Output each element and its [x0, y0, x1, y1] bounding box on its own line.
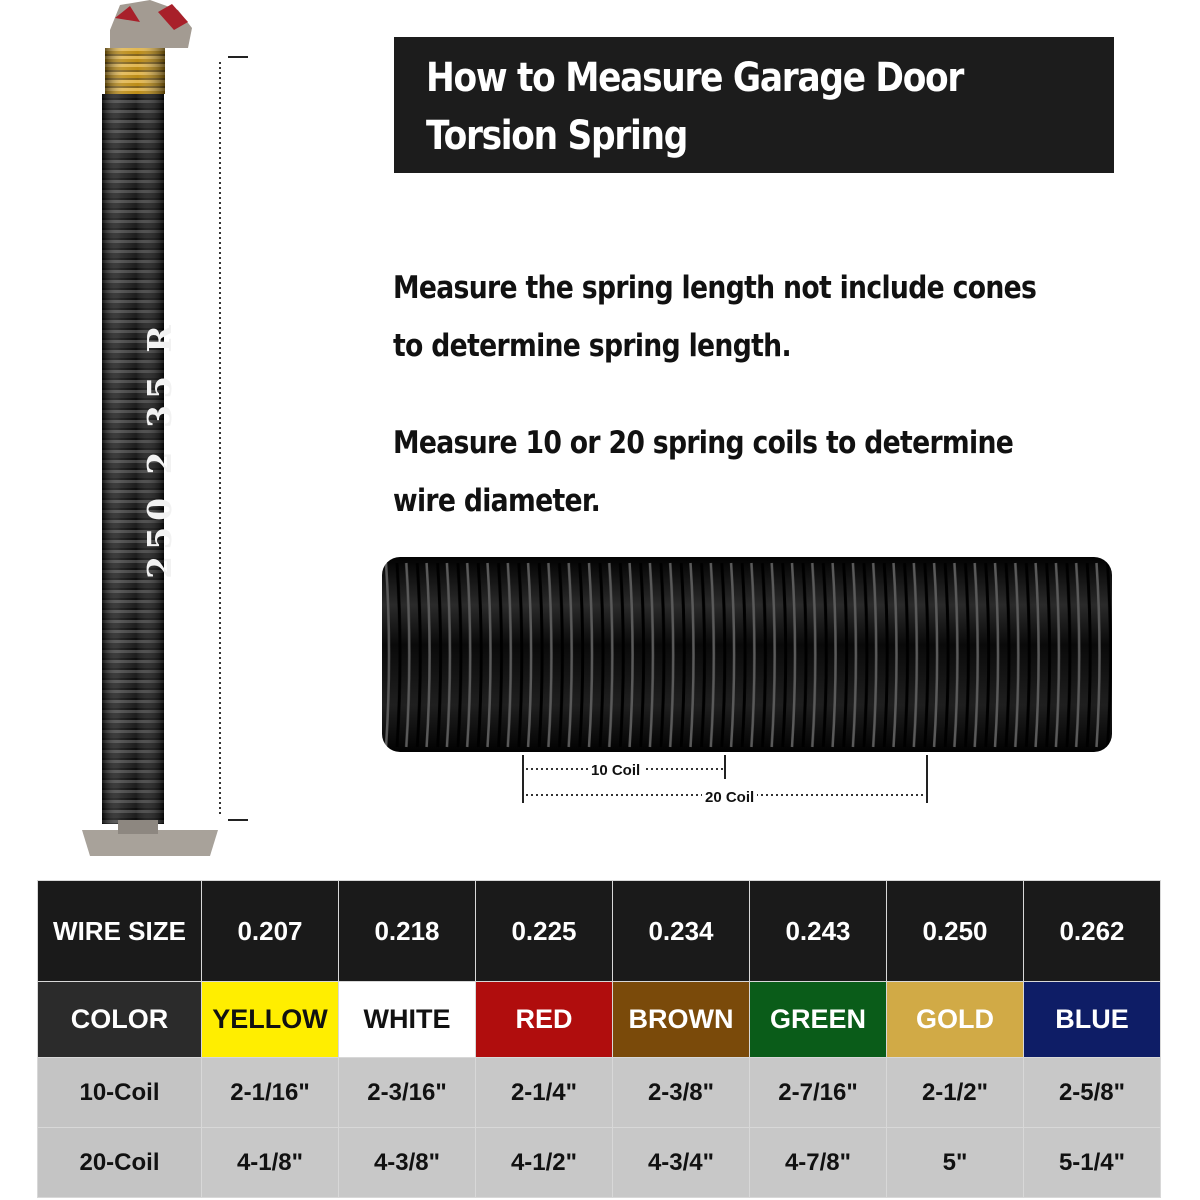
- color-row: [38, 982, 1161, 1058]
- wire-size-cell: 0.207: [202, 881, 339, 982]
- wire-size-header: WIRE SIZE: [38, 881, 202, 982]
- twenty-coil-cell: 4-3/4": [613, 1128, 750, 1198]
- ten-coil-header: 10-Coil: [38, 1058, 202, 1128]
- twenty-coil-cell: 5": [887, 1128, 1024, 1198]
- page-title-line-1: How to Measure Garage Door: [426, 55, 964, 101]
- wire-size-table: [37, 880, 1161, 1198]
- wire-size-cell: 0.262: [1024, 881, 1161, 982]
- twenty-coil-cell: 4-7/8": [750, 1128, 887, 1198]
- instruction-length-line-2: to determine spring length.: [393, 328, 791, 364]
- color-cell: YELLOW: [202, 982, 339, 1058]
- ten-coil-cell: 2-3/8": [613, 1058, 750, 1128]
- page-title-line-2: Torsion Spring: [426, 113, 688, 159]
- wire-size-cell: 0.243: [750, 881, 887, 982]
- color-cell: BROWN: [613, 982, 750, 1058]
- instruction-length-line-1: Measure the spring length not include cones: [393, 270, 1037, 306]
- label-10-coil: 10 Coil: [588, 762, 643, 780]
- twenty-coil-cell: 5-1/4": [1024, 1128, 1161, 1198]
- title-banner: [394, 37, 1114, 173]
- color-header: COLOR: [38, 982, 202, 1058]
- ten-coil-cell: 2-1/4": [476, 1058, 613, 1128]
- ten-coil-cell: 2-3/16": [339, 1058, 476, 1128]
- wire-size-row: [38, 881, 1161, 982]
- coil-closeup-image: [382, 555, 1112, 815]
- color-cell: RED: [476, 982, 613, 1058]
- ten-coil-cell: 2-5/8": [1024, 1058, 1161, 1128]
- color-cell: WHITE: [339, 982, 476, 1058]
- instruction-spring-length: [393, 259, 1153, 375]
- coil-closeup-body: [382, 557, 1112, 752]
- twenty-coil-cell: 4-3/8": [339, 1128, 476, 1198]
- instruction-diameter-line-1: Measure 10 or 20 spring coils to determine: [393, 425, 1014, 461]
- spring-marking-text: 250 2 35 R: [140, 319, 179, 579]
- color-cell: GREEN: [750, 982, 887, 1058]
- label-20-coil: 20 Coil: [702, 789, 757, 807]
- twenty-coil-cell: 4-1/8": [202, 1128, 339, 1198]
- instruction-wire-diameter: [393, 414, 1153, 530]
- wire-size-cell: 0.250: [887, 881, 1024, 982]
- wire-size-cell: 0.234: [613, 881, 750, 982]
- color-cell: BLUE: [1024, 982, 1161, 1058]
- wire-size-cell: 0.218: [339, 881, 476, 982]
- ten-coil-cell: 2-1/2": [887, 1058, 1024, 1128]
- twenty-coil-cell: 4-1/2": [476, 1128, 613, 1198]
- instruction-diameter-line-2: wire diameter.: [393, 483, 601, 519]
- ten-coil-cell: 2-7/16": [750, 1058, 887, 1128]
- wire-size-cell: 0.225: [476, 881, 613, 982]
- color-cell: GOLD: [887, 982, 1024, 1058]
- ten-coil-row: [38, 1058, 1161, 1128]
- twenty-coil-header: 20-Coil: [38, 1128, 202, 1198]
- twenty-coil-row: [38, 1128, 1161, 1198]
- ten-coil-cell: 2-1/16": [202, 1058, 339, 1128]
